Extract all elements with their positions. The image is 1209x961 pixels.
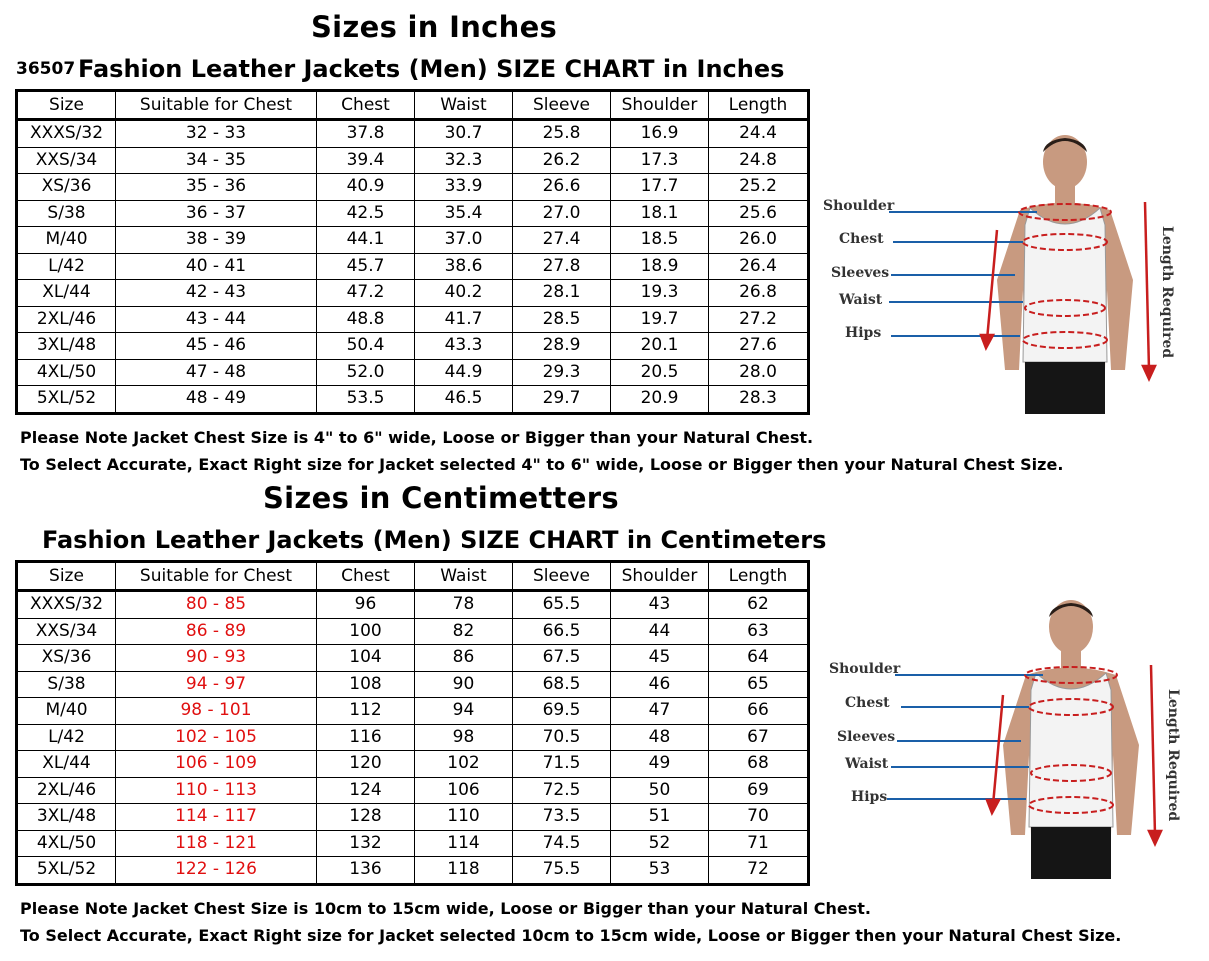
measurement-figure-cm [821,595,1201,885]
cm-note-2: To Select Accurate, Exact Right size for Jacket selected 10cm to 15cm wide, Loose or Bigger then your Natural Chest Size. [20,926,1122,945]
table-cell: 27.0 [513,200,611,227]
table-cell: 53.5 [317,386,415,414]
table-cell: 53 [611,857,709,885]
table-row [17,386,809,414]
table-cell: 66.5 [513,618,611,645]
column-header: Suitable for Chest [116,562,317,591]
table-cell: 24.4 [709,120,809,148]
table-cell: 45 [611,645,709,672]
table-header-row [17,91,809,120]
svg-text:Length Required: Length Required [1159,226,1175,359]
table-row [17,147,809,174]
table-row [17,359,809,386]
table-cell: 65.5 [513,591,611,619]
table-cell: 5XL/52 [17,857,116,885]
table-cell: 33.9 [415,174,513,201]
table-cell: 2XL/46 [17,306,116,333]
table-cell: 48 - 49 [116,386,317,414]
table-row [17,777,809,804]
table-cell: 66 [709,698,809,725]
table-cell: 18.1 [611,200,709,227]
table-cell: 32.3 [415,147,513,174]
table-row [17,857,809,885]
table-row [17,120,809,148]
table-cell: 78 [415,591,513,619]
table-cell: 67.5 [513,645,611,672]
table-cell: 75.5 [513,857,611,885]
svg-text:Waist: Waist [839,292,883,308]
table-cell: 45.7 [317,253,415,280]
table-cell: 18.5 [611,227,709,254]
table-cell: 26.2 [513,147,611,174]
table-cell: 90 - 93 [116,645,317,672]
table-cell: 27.4 [513,227,611,254]
table-cell: L/42 [17,724,116,751]
table-cell: 26.6 [513,174,611,201]
column-header: Waist [415,91,513,120]
table-cell: 43.3 [415,333,513,360]
table-cell: 118 [415,857,513,885]
table-cell: 64 [709,645,809,672]
product-code: 36507 [16,59,76,79]
table-cell: 90 [415,671,513,698]
table-cell: 116 [317,724,415,751]
table-cell: M/40 [17,227,116,254]
table-cell: 25.8 [513,120,611,148]
table-cell: 114 - 117 [116,804,317,831]
table-cell: 102 - 105 [116,724,317,751]
table-cell: 3XL/48 [17,804,116,831]
table-cell: 16.9 [611,120,709,148]
table-cell: 28.5 [513,306,611,333]
table-cell: 71 [709,830,809,857]
table-cell: S/38 [17,200,116,227]
table-cell: 26.0 [709,227,809,254]
model-illustration [997,135,1133,414]
table-cell: 114 [415,830,513,857]
column-header: Waist [415,562,513,591]
table-cell: 37.0 [415,227,513,254]
svg-text:Shoulder: Shoulder [823,198,895,214]
table-cell: 67 [709,724,809,751]
table-cell: XXXS/32 [17,591,116,619]
model-illustration [1003,600,1139,879]
table-cell: S/38 [17,671,116,698]
table-cell: 19.7 [611,306,709,333]
table-row [17,227,809,254]
table-row [17,280,809,307]
table-cell: 69.5 [513,698,611,725]
table-row [17,618,809,645]
table-cell: 47.2 [317,280,415,307]
table-cell: 40.9 [317,174,415,201]
table-header-row [17,562,809,591]
svg-text:Sleeves: Sleeves [837,729,896,745]
table-row [17,804,809,831]
table-cell: 28.3 [709,386,809,414]
table-cell: 27.6 [709,333,809,360]
table-cell: 110 [415,804,513,831]
column-header: Sleeve [513,91,611,120]
table-cell: 18.9 [611,253,709,280]
table-cell: 37.8 [317,120,415,148]
table-cell: XS/36 [17,645,116,672]
table-cell: 25.2 [709,174,809,201]
svg-text:Chest: Chest [845,695,890,711]
svg-text:Hips: Hips [845,325,882,341]
table-cell: 65 [709,671,809,698]
svg-text:Waist: Waist [845,756,889,772]
table-row [17,174,809,201]
svg-text:Hips: Hips [851,789,888,805]
table-cell: 110 - 113 [116,777,317,804]
table-row [17,645,809,672]
cm-subtitle: Fashion Leather Jackets (Men) SIZE CHART in Centimeters [42,526,827,554]
table-cell: 70 [709,804,809,831]
table-cell: 34 - 35 [116,147,317,174]
table-cell: 96 [317,591,415,619]
table-cell: 51 [611,804,709,831]
table-cell: 4XL/50 [17,830,116,857]
column-header: Suitable for Chest [116,91,317,120]
table-cell: 70.5 [513,724,611,751]
table-cell: 41.7 [415,306,513,333]
table-cell: 26.4 [709,253,809,280]
table-cell: 108 [317,671,415,698]
table-cell: 98 [415,724,513,751]
table-cell: 52.0 [317,359,415,386]
table-cell: 38 - 39 [116,227,317,254]
table-cell: 52 [611,830,709,857]
table-cell: 47 [611,698,709,725]
table-cell: 86 [415,645,513,672]
table-cell: XXXS/32 [17,120,116,148]
table-cell: 124 [317,777,415,804]
column-header: Chest [317,562,415,591]
table-cell: 39.4 [317,147,415,174]
table-cell: 106 [415,777,513,804]
column-header: Shoulder [611,562,709,591]
table-row [17,306,809,333]
table-cell: 50 [611,777,709,804]
table-row [17,830,809,857]
table-cell: 122 - 126 [116,857,317,885]
table-cell: 118 - 121 [116,830,317,857]
table-cell: 71.5 [513,751,611,778]
table-cell: 69 [709,777,809,804]
inches-subtitle: Fashion Leather Jackets (Men) SIZE CHART in Inches [78,55,785,83]
table-cell: 128 [317,804,415,831]
table-cell: 98 - 101 [116,698,317,725]
table-cell: 47 - 48 [116,359,317,386]
table-cell: 44.1 [317,227,415,254]
table-cell: 2XL/46 [17,777,116,804]
cm-note-1: Please Note Jacket Chest Size is 10cm to 15cm wide, Loose or Bigger than your Natural Chest. [20,899,871,918]
table-cell: 45 - 46 [116,333,317,360]
table-cell: 40.2 [415,280,513,307]
table-cell: 35.4 [415,200,513,227]
svg-text:Chest: Chest [839,231,884,247]
table-cell: 17.3 [611,147,709,174]
table-cell: 27.2 [709,306,809,333]
table-cell: 28.0 [709,359,809,386]
table-cell: 106 - 109 [116,751,317,778]
measurement-figure-inches [815,130,1195,420]
table-cell: XL/44 [17,751,116,778]
table-cell: 104 [317,645,415,672]
table-cell: 36 - 37 [116,200,317,227]
table-cell: 132 [317,830,415,857]
table-cell: 17.7 [611,174,709,201]
table-cell: 35 - 36 [116,174,317,201]
table-cell: 32 - 33 [116,120,317,148]
table-cell: 120 [317,751,415,778]
svg-text:Shoulder: Shoulder [829,661,901,677]
table-cell: 29.3 [513,359,611,386]
table-cell: 42.5 [317,200,415,227]
table-cell: 5XL/52 [17,386,116,414]
table-cell: 28.1 [513,280,611,307]
table-cell: 43 - 44 [116,306,317,333]
table-cell: 40 - 41 [116,253,317,280]
table-cell: 20.5 [611,359,709,386]
table-cell: 30.7 [415,120,513,148]
table-cell: 72.5 [513,777,611,804]
table-cell: M/40 [17,698,116,725]
table-cell: 86 - 89 [116,618,317,645]
table-row [17,724,809,751]
table-cell: 68.5 [513,671,611,698]
table-cell: 100 [317,618,415,645]
table-cell: 28.9 [513,333,611,360]
column-header: Chest [317,91,415,120]
table-cell: 20.9 [611,386,709,414]
table-cell: 102 [415,751,513,778]
table-cell: 46 [611,671,709,698]
table-cell: 63 [709,618,809,645]
table-row [17,333,809,360]
table-cell: 50.4 [317,333,415,360]
table-cell: XXS/34 [17,618,116,645]
table-row [17,591,809,619]
inches-size-table [15,89,810,415]
table-cell: 43 [611,591,709,619]
svg-text:Sleeves: Sleeves [831,265,890,281]
table-cell: 3XL/48 [17,333,116,360]
column-header: Shoulder [611,91,709,120]
svg-text:Length Required: Length Required [1165,689,1181,822]
table-row [17,751,809,778]
inches-note-2: To Select Accurate, Exact Right size for Jacket selected 4" to 6" wide, Loose or Bigger then your Natural Chest Size. [20,455,1064,474]
table-cell: 62 [709,591,809,619]
column-header: Sleeve [513,562,611,591]
table-cell: 80 - 85 [116,591,317,619]
cm-heading: Sizes in Centimetters [263,481,619,515]
column-header: Length [709,91,809,120]
table-cell: 26.8 [709,280,809,307]
table-cell: XXS/34 [17,147,116,174]
table-cell: 74.5 [513,830,611,857]
table-cell: 68 [709,751,809,778]
table-cell: 48.8 [317,306,415,333]
table-cell: 136 [317,857,415,885]
table-cell: 112 [317,698,415,725]
cm-size-table [15,560,810,886]
table-cell: 24.8 [709,147,809,174]
table-cell: 94 [415,698,513,725]
table-cell: 4XL/50 [17,359,116,386]
table-cell: 44 [611,618,709,645]
inches-note-1: Please Note Jacket Chest Size is 4" to 6" wide, Loose or Bigger than your Natural Chest. [20,428,814,447]
table-cell: 44.9 [415,359,513,386]
table-cell: 46.5 [415,386,513,414]
table-cell: 82 [415,618,513,645]
table-cell: XS/36 [17,174,116,201]
column-header: Size [17,562,116,591]
table-cell: L/42 [17,253,116,280]
inches-heading: Sizes in Inches [311,10,558,44]
table-cell: 94 - 97 [116,671,317,698]
table-cell: 73.5 [513,804,611,831]
table-row [17,698,809,725]
table-cell: 19.3 [611,280,709,307]
table-cell: 48 [611,724,709,751]
table-cell: 49 [611,751,709,778]
table-row [17,253,809,280]
table-cell: 38.6 [415,253,513,280]
column-header: Size [17,91,116,120]
table-cell: 42 - 43 [116,280,317,307]
table-cell: XL/44 [17,280,116,307]
table-cell: 72 [709,857,809,885]
table-cell: 27.8 [513,253,611,280]
table-cell: 29.7 [513,386,611,414]
column-header: Length [709,562,809,591]
table-row [17,200,809,227]
table-cell: 20.1 [611,333,709,360]
table-row [17,671,809,698]
table-cell: 25.6 [709,200,809,227]
